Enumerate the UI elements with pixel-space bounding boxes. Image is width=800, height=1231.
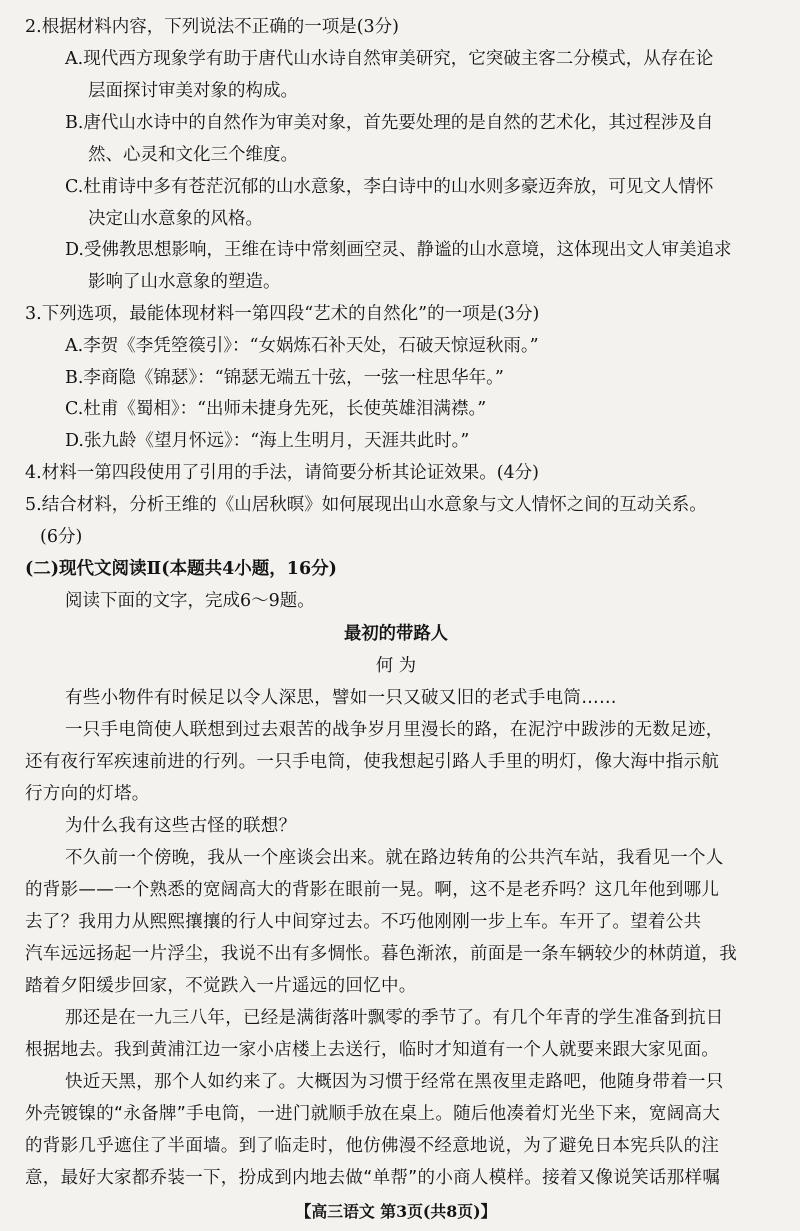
- q2-option-b-line2: 然、心灵和文化三个维度。: [88, 145, 298, 165]
- q3-stem: 3.下列选项，最能体现材料一第四段“艺术的自然化”的一项是(3分): [25, 304, 540, 324]
- story-line: 去了？我用力从熙熙攘攘的行人中间穿过去。不巧他刚刚一步上车。车开了。望着公共: [25, 912, 702, 932]
- section-instruction: 阅读下面的文字，完成6～9题。: [65, 591, 315, 611]
- story-line: 还有夜行军疾速前进的行列。一只手电筒，使我想起引路人手里的明灯，像大海中指示航: [25, 752, 720, 772]
- story-author: 何 为: [375, 656, 417, 676]
- story-title: 最初的带路人: [344, 624, 448, 644]
- story-line: 为什么我有这些古怪的联想？: [65, 816, 297, 836]
- q2-option-d-line2: 影响了山水意象的塑造。: [88, 272, 281, 292]
- q3-option-c: C.杜甫《蜀相》：“出师未捷身先死，长使英雄泪满襟。”: [65, 399, 487, 419]
- q4-stem: 4.材料一第四段使用了引用的手法，请简要分析其论证效果。(4分): [25, 463, 539, 483]
- story-line: 一只手电筒使人联想到过去艰苦的战争岁月里漫长的路，在泥泞中跋涉的无数足迹，: [65, 720, 724, 740]
- q2-option-c-line1: C.杜甫诗中多有苍茫沉郁的山水意象，李白诗中的山水则多豪迈奔放，可见文人情怀: [65, 177, 714, 197]
- q2-option-d-line1: D.受佛教思想影响，王维在诗中常刻画空灵、静谧的山水意境，这体现出文人审美追求: [65, 240, 732, 260]
- story-line: 那还是在一九三八年，已经是满街落叶飘零的季节了。有几个年青的学生准备到抗日: [65, 1008, 724, 1028]
- story-line: 有些小物件有时候足以令人深思，譬如一只又破又旧的老式手电筒……: [65, 688, 617, 708]
- story-line: 行方向的灯塔。: [25, 784, 150, 804]
- q3-option-b: B.李商隐《锦瑟》：“锦瑟无端五十弦，一弦一柱思华年。”: [65, 368, 504, 388]
- q5-stem-line1: 5.结合材料，分析王维的《山居秋暝》如何展现出山水意象与文人情怀之间的互动关系。: [25, 495, 707, 515]
- story-line: 的背影几乎遮住了半面墙。到了临走时，他仿佛漫不经意地说，为了避免日本宪兵队的注: [25, 1136, 720, 1156]
- story-line: 的背影——一个熟悉的宽阔高大的背影在眼前一晃。啊，这不是老乔吗？这几年他到哪儿: [25, 880, 720, 900]
- q5-stem-line2: (6分): [40, 527, 83, 547]
- q2-option-b-line1: B.唐代山水诗中的自然作为审美对象，首先要处理的是自然的艺术化，其过程涉及自: [65, 113, 714, 133]
- q3-option-d: D.张九龄《望月怀远》：“海上生明月，天涯共此时。”: [65, 431, 470, 451]
- story-line: 踏着夕阳缓步回家，不觉跌入一片遥远的回忆中。: [25, 976, 417, 996]
- q2-option-a-line2: 层面探讨审美对象的构成。: [88, 81, 298, 101]
- q2-option-c-line2: 决定山水意象的风格。: [88, 209, 263, 229]
- q2-stem: 2.根据材料内容，下列说法不正确的一项是(3分): [25, 17, 399, 37]
- q3-option-a: A.李贺《李凭箜篌引》：“女娲炼石补天处，石破天惊逗秋雨。”: [65, 336, 539, 356]
- story-line: 根据地去。我到黄浦江边一家小店楼上去送行，临时才知道有一个人就要来跟大家见面。: [25, 1040, 720, 1060]
- section-heading: (二)现代文阅读Ⅱ(本题共4小题，16分): [25, 559, 337, 579]
- story-line: 不久前一个傍晚，我从一个座谈会出来。就在路边转角的公共汽车站，我看见一个人: [65, 848, 724, 868]
- page-footer: 【高三语文 第3页(共8页)】: [295, 1202, 497, 1221]
- story-line: 快近天黑，那个人如约来了。大概因为习惯于经常在黑夜里走路吧，他随身带着一只: [65, 1072, 724, 1092]
- story-line: 意，最好大家都乔装一下，扮成到内地去做“单帮”的小商人模样。接着又像说笑话那样嘱: [25, 1168, 721, 1188]
- story-line: 汽车远远扬起一片浮尘，我说不出有多惆怅。暮色渐浓，前面是一条车辆较少的林荫道，我: [25, 944, 737, 964]
- story-line: 外壳镀镍的“永备牌”手电筒，一进门就顺手放在桌上。随后他凑着灯光坐下来，宽阔高大: [25, 1104, 721, 1124]
- q2-option-a-line1: A.现代西方现象学有助于唐代山水诗自然审美研究，它突破主客二分模式，从存在论: [65, 49, 714, 69]
